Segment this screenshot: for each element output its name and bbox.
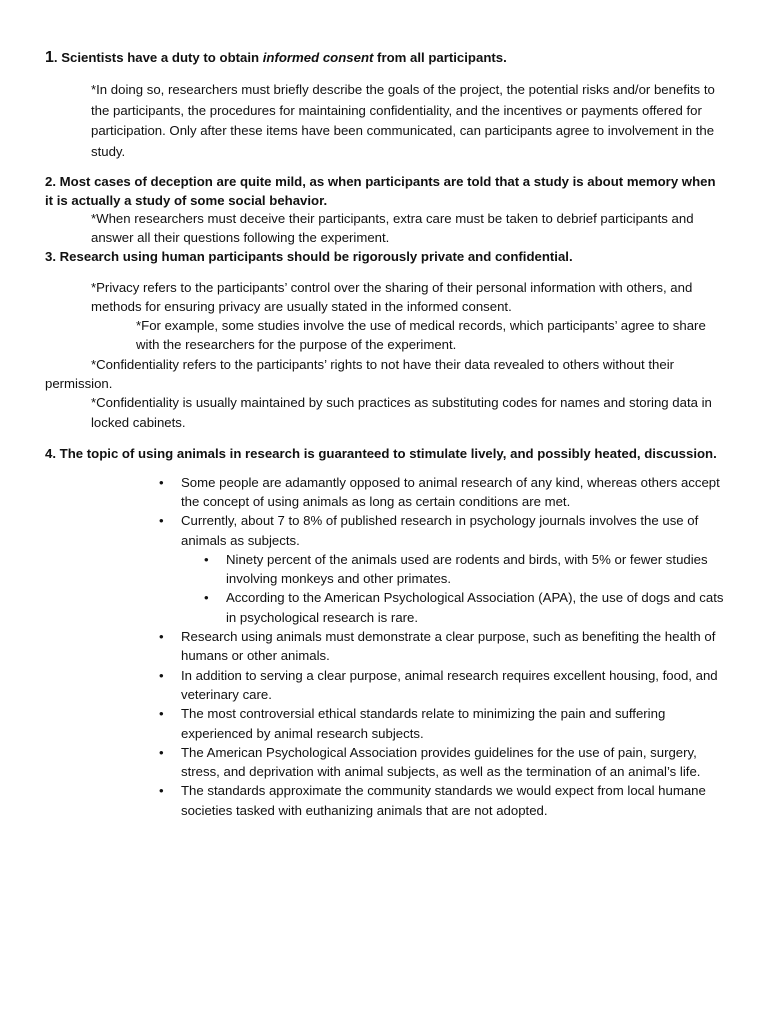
section-3-privacy: *Privacy refers to the participants’ control over the sharing of their personal information with others, and methods for ensuring privacy are usually stated in the informed consent. [91, 279, 693, 314]
sub-list-item-text: According to the American Psychological Association (APA), the use of dogs and cats in psychological research is rare. [226, 590, 724, 625]
bullet-icon: • [159, 667, 164, 683]
list-item-text: The standards approximate the community standards we would expect from local humane societies tasked with euthanizing animals that are not adopted. [181, 783, 706, 818]
section-1-note: *In doing so, researchers must briefly describe the goals of the project, the potential risks and/or benefits to the participants, the procedures for maintaining confidentiality, and the incentives or payments offered for participation. Only after these items have been communicated, can participants agree to involvement in the study. [91, 82, 715, 159]
animal-research-sublist [204, 550, 726, 627]
list-item [159, 511, 726, 627]
list-item [159, 781, 726, 820]
bullet-icon: • [159, 513, 164, 529]
sub-list-item [204, 588, 726, 627]
bullet-icon: • [159, 629, 164, 645]
bullet-icon: • [204, 551, 209, 567]
list-item [159, 666, 726, 705]
list-item-text: Some people are adamantly opposed to animal research of any kind, whereas others accept the concept of using animals as long as certain conditions are met. [181, 474, 720, 509]
bullet-icon: • [204, 590, 209, 606]
section-2-heading: 2. Most cases of deception are quite mild, as when participants are told that a study is about memory when it is actually a study of some social behavior. [45, 174, 716, 208]
section-3-maintained: *Confidentiality is usually maintained by such practices as substituting codes for names and storing data in locked cabinets. [91, 395, 712, 431]
list-item [159, 743, 726, 782]
bullet-icon: • [159, 474, 164, 490]
list-item [159, 473, 726, 512]
list-item-text: Research using animals must demonstrate a clear purpose, such as benefiting the health of humans or other animals. [181, 629, 716, 664]
bullet-icon: • [159, 744, 164, 760]
section-4-heading: 4. The topic of using animals in research is guaranteed to stimulate lively, and possibly heated, discussion. [45, 446, 717, 462]
section-1-number: 1 [45, 49, 54, 66]
list-item-text: In addition to serving a clear purpose, animal research requires excellent housing, food, and veterinary care. [181, 667, 718, 702]
sub-list-item [204, 550, 726, 589]
section-3-example: *For example, some studies involve the use of medical records, which participants’ agree to share with the researchers for the purpose of the experiment. [136, 318, 706, 353]
list-item [159, 627, 726, 666]
list-item-text: The American Psychological Association provides guidelines for the use of pain, surgery, stress, and deprivation with animal subjects, as well as the termination of an animal’s life. [181, 744, 701, 780]
list-item [159, 704, 726, 743]
section-3-confidentiality: *Confidentiality refers to the participants’ rights to not have their data revealed to others without their permission. [45, 356, 675, 392]
list-item-text: Currently, about 7 to 8% of published research in psychology journals involves the use of animals as subjects. [181, 513, 699, 548]
section-1-heading [45, 48, 725, 67]
sub-list-item-text: Ninety percent of the animals used are rodents and birds, with 5% or fewer studies involving monkeys and other primates. [226, 551, 708, 587]
bullet-icon: • [159, 706, 164, 722]
section-3-heading: 3. Research using human participants should be rigorously private and confidential. [45, 249, 573, 265]
section-1-title-emphasis: informed consent [262, 50, 374, 65]
bullet-icon: • [159, 783, 164, 799]
animal-research-list [159, 473, 726, 820]
section-1-title-after: from all participants. [373, 50, 507, 65]
section-2-note: *When researchers must deceive their participants, extra care must be taken to debrief participants and answer all their questions following the experiment. [91, 211, 694, 245]
section-1-title-before: . Scientists have a duty to obtain [53, 50, 263, 65]
list-item-text: The most controversial ethical standards relate to minimizing the pain and suffering experienced by animal research subjects. [181, 706, 666, 741]
